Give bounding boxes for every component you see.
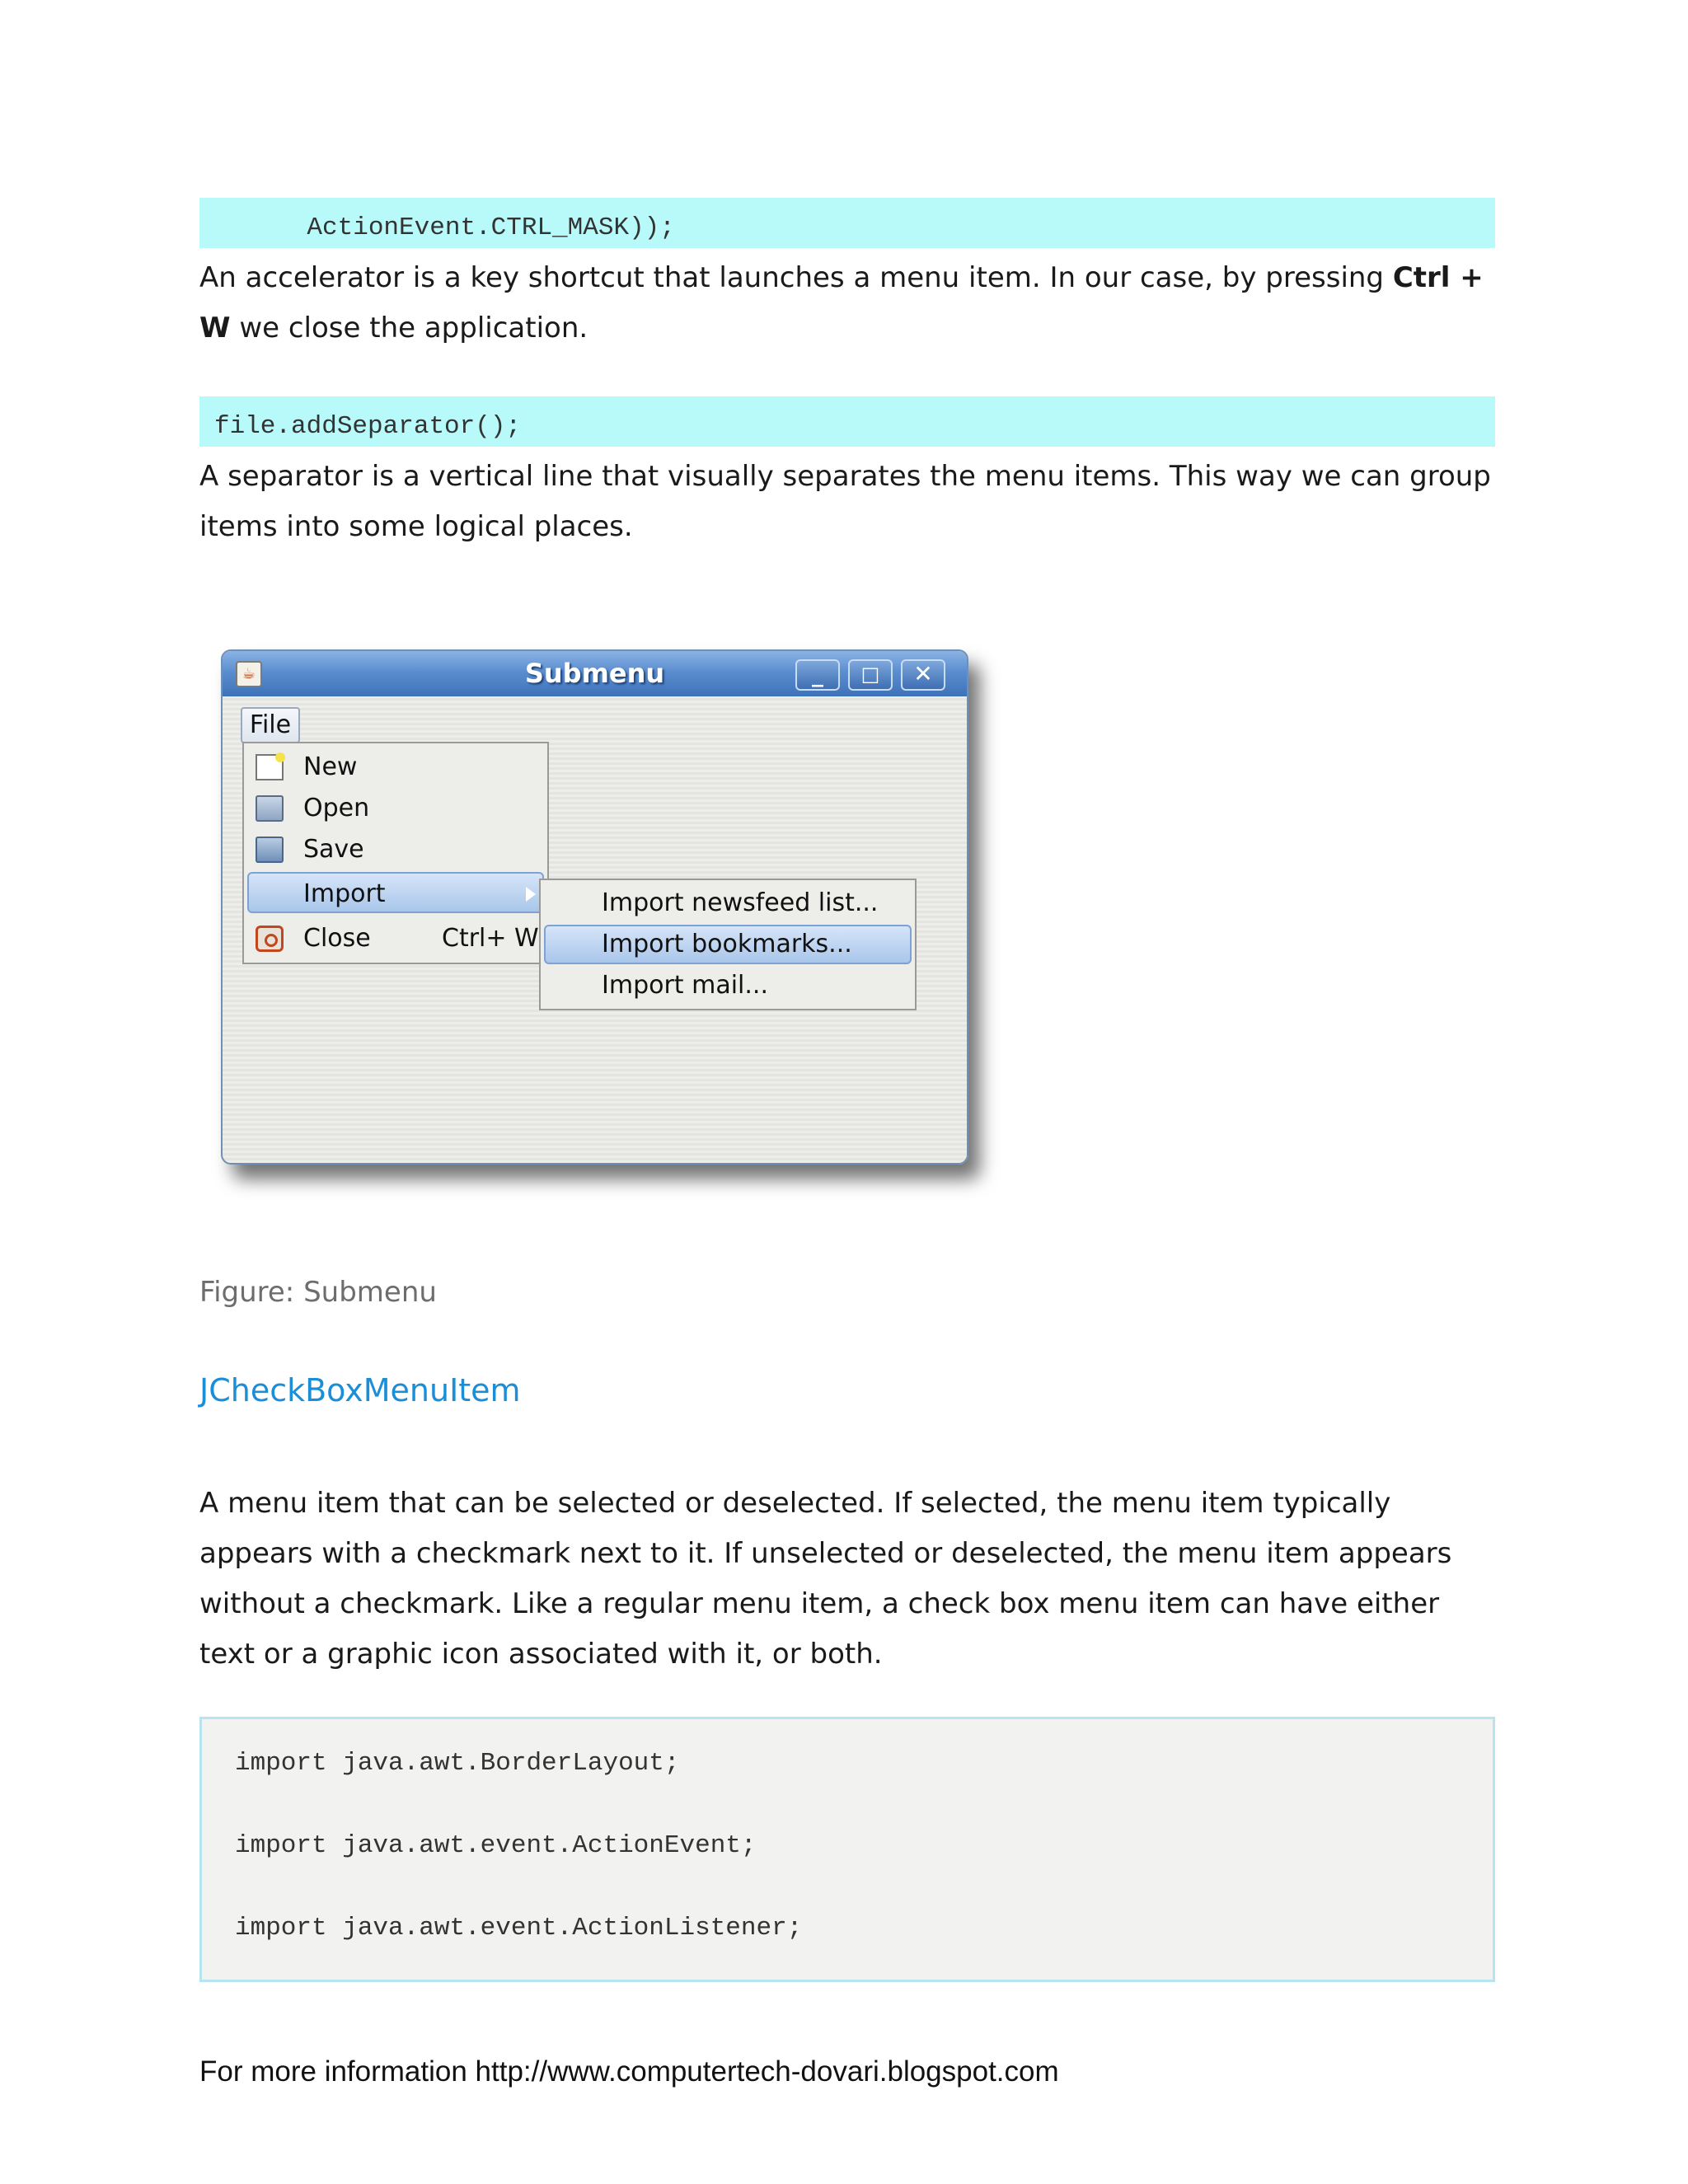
menu-file[interactable]: File [241,707,300,743]
submenu-item-bookmarks[interactable]: Import bookmarks... [544,925,912,964]
paragraph-checkbox: A menu item that can be selected or deselected. If selected, the menu item typically appears with a checkmark next to it. If unselected or deselected, the menu item appears without a checkmark. Like a regular menu item, a check box menu item can have either text or a graphic icon associated with it, or both. [199,1487,1452,1671]
menu-item-import[interactable]: Import [247,872,544,913]
menu-item-open[interactable]: Open [247,788,544,829]
save-icon [256,837,284,863]
new-file-icon [256,754,284,780]
code-line-add-separator: file.addSeparator(); [199,396,1495,447]
close-accelerator: Ctrl+ W [442,924,539,953]
code-line: import java.awt.event.ActionListener; [235,1914,803,1943]
submenu-arrow-icon [526,887,536,902]
submenu-item-mail[interactable]: Import mail... [602,971,768,1000]
code-line: import java.awt.BorderLayout; [235,1749,680,1778]
menu-item-save[interactable]: Save [247,829,544,870]
code-line-ctrl-mask: ActionEvent.CTRL_MASK)); [199,198,1495,248]
paragraph-separator: A separator is a vertical line that visually separates the menu items. This way we can group items into some logical places. [199,460,1491,543]
code-line: import java.awt.event.ActionEvent; [235,1831,757,1860]
close-app-icon [256,926,284,952]
menu-item-close[interactable]: Close Ctrl+ W [247,918,544,959]
submenu-item-newsfeed[interactable]: Import newsfeed list... [602,888,879,917]
code-block [199,1717,1495,1982]
footer-link-text: For more information http://www.computertech-dovari.blogspot.com [199,2055,1059,2088]
paragraph-accelerator: An accelerator is a key shortcut that launches a menu item. In our case, by pressing Ctrl + W we close the application. [199,261,1484,344]
submenu-window-screenshot [221,649,968,1165]
file-menu-popup [242,742,549,964]
section-heading: JCheckBoxMenuItem [199,1372,521,1408]
java-app-icon: ☕ [236,661,262,687]
minimize-icon[interactable]: _ [795,659,840,691]
window-title: Submenu [524,658,665,689]
import-submenu-popup [539,879,917,1010]
window-titlebar [223,651,967,696]
folder-open-icon [256,795,284,822]
close-icon[interactable]: ✕ [901,659,945,691]
menu-item-new[interactable]: New [247,747,544,788]
figure-caption: Figure: Submenu [199,1276,437,1309]
maximize-icon[interactable]: □ [848,659,893,691]
